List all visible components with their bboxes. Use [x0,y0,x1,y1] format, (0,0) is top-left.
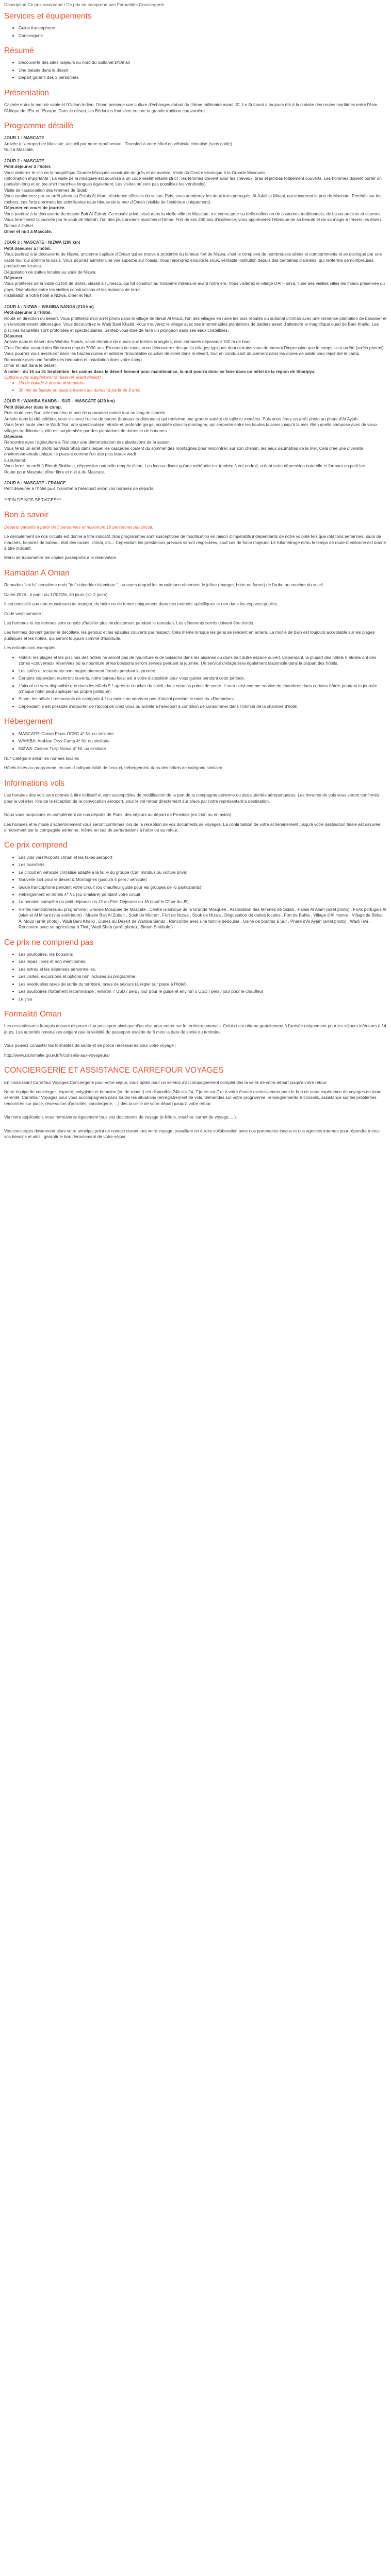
day-text: Déjeuner. [4,275,24,281]
day-heading: JOUR 4 : NIZWA – WAHIBA SANDS (210 km) [4,303,94,309]
conciergerie-text: Vos concierges deviennent alors votre principal point de contact durant tout votre voyage, travaillant en étroite collaboration avec nos partenaires locaux et nos agences internes pour répondre à tous vos besoins et ainsi, garantir le bon déroulement de votre séjour. [4,1128,380,1140]
services-list [4,25,387,39]
prix-ne-comprend-item: • Les repas libres et non mentionnés, [19,959,387,964]
day-text: Rencontre avec l'agriculture à Tiwi pour une démonstration des plantations de la saison. [4,439,171,445]
hebergement-paragraphs [4,756,387,771]
prix-comprend-item: • Visites mentionnées au programme : Grande Mosquée de Mascate , Centre islamique de la Grande Mosquée , Association des femmes de Sidab , Palais Al Alam (arrêt photo) , Forts portugais Al Jalali et Al Mirani (vue extérieure) , Musée Bait Al Zubair , Souk de Mutrah , Fort de Nizwa , Souk de Nizwa , Dégustation de dattes locales , Fort de Bahla , Village d'Al Hamra , Village de Birkat Al Mouz (arrêt photo) , Wadi Bani Khalid , Dunes du Désert de Wahiba Sands , Rencontre avec une famille bédouine , Usine de boutres à Sur , Phare d'Al Ayjah (arrêt photo) , Wadi Tiwi , Rencontre avec un agriculteur à Tiwi , Wadi Shab (arrêt photo) , Bimah Sinkhole ) [19,907,387,930]
ramadan-text: Les femmes doivent garder le décolleté, les genoux et les épaules couverts par respect. Cela même lorsque les gens se rendent en arrière. La moitié de bain est toujours acceptable sur les plages publiques et les hôtels, qui seront toujours comme d'habitude. [4,630,375,641]
presentation-title: Présentation [4,88,50,97]
hebergement-item: • NIZWA: Golden Tulip Nizwa 4* NL ou similaire [19,746,387,752]
ramadan-text: Dates 2026 : à partir du 17/02/26, 30 jours (+/- 2 jours). [4,591,109,597]
day-text: (Information importante : La visite de la mosquée est soumise à un code vestimentaire strict : les femmes doivent avoir les cheveux, bras et jambes totalement couverts. Les hommes doivent porter un pantalon long et un tee-shirt manches longues également. Les visites ne sont pas possibles les vendredis). [4,176,382,187]
day-option-item: • 30 min de balade en quad à travers les dunes (à partir de 8 ans) [19,387,387,393]
spacer [4,808,387,812]
day-text: A noter : du 16 au 31 Septembre, les camps dans le désert ferment pour maintenance, la nuit pourra donc se faire dans un hôtel de la région de Sharqiya. [4,368,316,374]
day-text: Vous ferez un arrêt à Bimah Sinkhole, dépression naturelle remplie d'eau. Les locaux disent qu'une météorite est tombée à cet endroit, créant cette dépression naturelle et formant un petit lac. [4,463,366,469]
programme-day [4,480,387,492]
prix-comprend-item: • Le circuit en véhicule climatisé adapté à la taille du groupe (Car, minibus ou voiture privé) [19,870,387,875]
prix-ne-comprend-item: • Les pourboires, les boissons [19,952,387,957]
day-text: Arrivée à l'aéroport de Mascate, accueil par notre représentant. Transfert à votre hôtel en véhicule climatisé (sans guide). [4,141,234,146]
prix-comprend-item: • La pension complète du petit déjeuner du J2 au Petit Déjeuner du J6 (sauf le Dîner du J5) [19,899,387,905]
hebergement-text: NL* Catégorie selon les normes locales [4,755,79,761]
day-text: Petit déjeuner dans le camp. [4,404,62,410]
day-text: Déjeuner en cours de journée. [4,205,66,211]
prix-comprend-item: • Les transferts [19,862,387,868]
horaires-paragraphs [4,792,387,833]
programme-day [4,158,387,235]
ramadan-text: Code vestimentaire : [4,611,44,616]
day-text: Vous continuerez par un arrêt photo au Palais Al Alam, résidence officielle du sultan. Puis, vous admirerez les deux forts portugais, Al Jalali et Mirani, qui encadrent le port de Mascate. Perchés sur les rochers, ces forts dominent les scintillantes eaux bleues de la mer d'Oman (visible de l'extérieur uniquement). [4,193,382,205]
bon-savoir-text: Le déroulement de nos circuits est donné à titre indicatif. Nos programmes sont susceptibles de modification en raison d'impératifs indépendants de notre volonté tels que rotations aériennes, jours de marchés, horaires de bateau, état des routes, climat, etc... Cependant les prestations prévues seront respectées, sauf cas de force majeure. Le Kilométrage et/ou le temps de route mentionné est donné à titre indicatif. [4,534,386,551]
day-text: Petit déjeuner à l'hôtel puis Transfert à l'aéroport selon vos horaires de départs. [4,486,155,492]
hebergement-title: Hébergement [4,717,53,726]
conciergerie-text: Via notre application, vous retrouverez également tous vos documents de voyage (e-billets, voucher, carnet de voyage, ...). [4,1114,237,1120]
day-text: Vous visiterez le site de la magnifique Grande Mosquée construite de grès et de marbre. Visite du Centre islamique à la Grande Mosquée. [4,170,266,175]
day-option-item: • Un de balade à dos de dromadaire [19,380,387,386]
prix-ne-comprend-item: • Les visites, excursions et options non incluses au programme [19,974,387,979]
horaires-text: Les horaires et le mode d'acheminement vous seront confirmés lors de la réception de vos documents de voyages. La confirmation de votre acheminement jusqu'à votre destination finale est assurée directement par la compagnie aérienne, même en cas de perturbations à l'aller ou au retour. [4,821,381,833]
bon-savoir-highlight: Départs garantis à partir de 3 personnes et maximum 16 personnes par circuit. [4,524,154,530]
day-text: Nuit à Mascate. [4,147,34,152]
presentation-text: Cachée entre la mer de sable et l'Océan Indien, Oman possède une culture d'échanges datant du IIIème millénaire avant JC. Le Sultanat a toujours été à la croisée des routes maritimes entre l'Asie, l'Afrique de l'Est et l'Europe. Dans le désert, les Bédouins font vivre encore la grande tradition caravanière. [4,102,379,113]
day-text: Arrivée dans le désert des Wahiba Sands, vaste étendue de dunes aux teintes orangées, dont certaines dépassent 100 m de haut. [4,339,252,345]
ramadan-item: • Certains cependant resteront ouverts, notre bureau local est à votre disposition pour vous guider pendant cette période. [19,675,387,681]
day-text: Visite de l'association des femmes de Sidab. [4,187,89,193]
prix-ne-comprend-title: Ce prix ne comprend pas [4,938,94,947]
day-text: Déjeuner. [4,433,24,439]
prix-comprend-item: • Nouvelle 4x4 pour le désert & Montagnes (jusqu'à 4 pers / véhicule) [19,877,387,883]
ramadan-text: Il est conseillé aux non-musulmans de manger, de boire ou de fumer uniquement dans des endroits spécifiques et non dans les espaces publics. [4,601,279,607]
day-text: Puis route vers Sur, ville maritime et port de commerce animé tout au long de l'année. [4,410,167,416]
horaires-text: Les horaires des vols sont donnés à titre indicatif et sont susceptibles de modification de la part de la compagnie aérienne ou des autorités aéroportuaires. Les horaires de vols vous seront confirmés ; pour le vol aller, lors de la réception de la convocation aéroport, pour le vol retour directement sur place par notre représentant à destination. [4,792,382,804]
formalite-title: Formalité Oman [4,1010,62,1019]
resume-item: • Départ garanti dès 3 personnes [19,75,387,80]
service-item: • Conciergerie [19,33,387,39]
spacer [4,1110,387,1114]
day-text: Vous profiterez de la visite du fort de Bahla, classé à l'Unesco, qui fut construit au troisième millénaire avant notre ère. Vous visiterez le village d'Al Hamra, l'une des vieilles villes les mieux préservée du pays. Déambulez entre les vieilles constructions et les maisons de terre. [4,281,385,292]
resume-list [4,60,387,80]
formalite-paragraphs [4,1023,387,1058]
day-text: Vous partirez à la découverte du musée Bait Al Zubair. Ce musée privé, situé dans la vieille ville de Mascate, est connu pour sa belle collection de costumes traditionnels, de bijoux anciens et d'armes. Vous terminerez la journée par le souk de Mutrah, l'un des plus anciens marchés d'Oman. Fort de ses 200 ans d'existence, vous apprécierez l'étendue de sa beauté et de sa magie à travers les étales. Retour à l'hôtel. [4,211,383,228]
conciergerie-title: CONCIERGERIE ET ASSISTANCE CARREFOUR VOYAGES [4,1066,224,1075]
prix-comprend-item: • Les vols verstAirports Oman et les taxes aéroport [19,855,387,860]
ramadan-item: • Les cafés et restaurants sont majoritairement fermés pendant la journée. [19,668,387,674]
prix-comprend-item: • Hébergement en hôtels 4* NL (ou similaire) pendant votre circuit [19,892,387,897]
prix-ne-comprend-item: • Les pourboires (fortement recommandé : environ 7 USD / pers / jour pour le guide et environ 5 USD / pers / jour pour le chauffeur [19,989,387,994]
programme-end-note: ***FIN DE NOS SERVICES*** [4,497,61,502]
ramadan-paragraphs [4,582,387,651]
services-title: Services et équipements [4,11,92,21]
hebergement-item: • MASCATE: Crown Plaza OCEC 4* NL ou similaire [19,731,387,737]
day-text: Route pour Mascate, dîner libre et nuit à de Mascate. [4,469,105,474]
day-heading: JOUR 3 : MASCATE - NIZWA (290 km) [4,240,80,245]
ramadan-list [4,655,387,710]
day-heading: JOUR 5 : WAHIBA SANDS – SUR – MASCATE (420 km) [4,398,115,404]
programme-day [4,398,387,475]
programme-days [4,135,387,492]
formalite-text: http://www.diplomatie.gouv.fr/fr/conseils-aux-voyageurs/ [4,1052,110,1058]
day-text: Petit-déjeuner à l'hôtel. [4,164,51,170]
ramadan-item: • Sinon, les hôtels / restaurants de catégorie 4 * ou moins ne serviront pas d'alcool pendant le mois du «Ramadan». [19,696,387,702]
hebergement-item: • WAHIBA: Arabian Oryx Camp 4* NL ou similaire [19,738,387,744]
spacer [4,1124,387,1128]
ramadan-text: Les enfants sont exemptés. [4,645,57,651]
horaires-text: Nous vous proposons en complément de nos départs de Paris, des séjours au départ de Province (en train ou en avion). [4,812,233,818]
day-text: Options avec supplément (à réserver avant départ) : [4,375,103,380]
service-item: • Guide francophone [19,25,387,31]
hebergement-text: Hôtels listés au programme, en cas d'indisponibilité de ceux-ci, hébergement dans des hôtels de catégorie similaire. [4,765,224,771]
day-text: Dégustation de dattes locales au souk de Nizwa. [4,269,96,275]
prix-ne-comprend-list [4,952,387,1002]
day-options-list [4,380,387,393]
prix-ne-comprend-item: • Les extras et les dépenses personnelles, [19,967,387,972]
resume-item: • Découverte des sites majeurs du nord du Sultanat D'Oman [19,60,387,65]
day-text: Vous ferez un arrêt photo au Wadi Shab dans lequel les cascades coulent du sommet des montagnes pour rencontrer, sur son chemin, les eaux saumâtres de la mer. Cela crée une diversité environnementale unique, le placant comme l'un des plus beaux wadi [4,445,363,457]
day-text: C'est l'habitat naturel des Bédouins depuis 7000 ans. En cours de route, vous découvrirez des petits villages typiques dont certains vous donneront l'impression que le temps s'est arrêté (arrêts photos). Vous pourrez vous aventurer dans les hautes dunes et admirer l'inoubliable coucher de soleil dans le désert, tout en conduisant doucement dans les dunes de sable pour rejoindre le camp. [4,345,385,357]
programme-title: Programme détaillé [4,122,74,131]
ramadan-item: • L'alcool ne sera disponible que dans les hôtels 5 * après le coucher du soleil, dans certains points de vente. Il sera servi comme service de chambres dans certains hôtels pendant la journée (chaque hôtel peut appliquer sa propre politique). [19,683,387,695]
programme-day [4,304,387,394]
prix-ne-comprend-item: • Les éventuelles taxes de sortie du territoire, taxes de séjours (à régler sur place à l'hôtel) [19,981,387,987]
prix-ne-comprend-item: • Le visa [19,996,387,1002]
day-text: Petit déjeuner à l'hôtel. [4,245,51,251]
day-text: Installation à votre hôtel à Nizwa, dîner et Nuit. [4,293,93,298]
spacer [4,1039,387,1043]
bon-savoir-paragraphs [4,534,387,561]
day-text: Dîner et nuit à Mascate. [4,228,52,234]
bon-savoir-title: Bon à savoir [4,511,49,520]
ramadan-text: Les hommes et les femmes sont censés s'habiller plus modestement pendant le ramadan. Les vêtements serrés doivent être évités. [4,620,254,626]
resume-title: Résumé [4,46,34,56]
ramadan-text: Ramadan "est le" neuvième mois "du" calendrier islamique ", au cours duquel les musulmans observent le jeûne (manger, boire ou fumer) de l'aube au coucher du soleil. [4,582,324,588]
formalite-text: Vous pouvez consulter les formalités de santé et de police nécessaires pour votre voyage : [4,1043,176,1048]
day-text: Petit-déjeuner à l'Hôtel. [4,310,52,315]
resume-item: • Une balade dans le desert [19,67,387,73]
prix-comprend-title: Ce prix comprend [4,841,68,850]
day-text: Vous partirez à la découverte de Nizwa, ancienne capitale d'Oman qui se trouve à proximité du fameux fort de Nizwa, c'est le complexe de nombreuses allées et compartiments et se distingue par une vaste tour qui domine la oasis. Vous pourrez admirer une vue superbe sur l'oasis. Vous rejoindrez ensuite le souk, véritable institution depuis des centaines d'années, qui renferme de nombreuses productions locales. [4,251,382,269]
section-nav-text: Description Ce prix comprend / Ce prix ne comprend pas Formalités Conciergerie [4,2,164,7]
day-heading: JOUR 2 : MASCATE [4,158,44,163]
programme-day [4,135,387,152]
ramadan-item: • Hôtels: les plages et les piscines des hôtels ne seront pas de nourriture ni de boissons dans les piscines ou dans tout autre espace ouvert. Cependant, la plupart des hôtels 5 étoiles ont des zones «couvertes» réservées où la nourriture et les boissons seront servies pendant la journée. Un service d'étage sera également disponible dans la plupart des hôtels. [19,655,387,667]
ramadan-title: Ramadan A Oman [4,568,70,578]
day-text: Déjeuner. [4,333,24,338]
ramadan-item: • Cependant, il est possible d'apporter de l'alcool de chez vous ou acheté à l'aéroport à condition de consommer dans l'intimité de la chambre d'hôtel. [19,704,387,709]
programme-day [4,240,387,298]
day-heading: JOUR 1 : MASCATE [4,135,44,141]
day-text: Arrivée dans la cité célèbre, vous visiterez l'usine de boutre (bateaux traditionnels) qui renferme une grande variété de taille et modèles. Puis vous ferez un arrêt photo au phare d'Al Ayjah. [4,416,359,421]
page [0,0,391,1150]
conciergerie-paragraphs [4,1080,387,1140]
bon-savoir-text: Merci de transmettre les copies passeports à la réservation. [4,555,118,561]
conciergerie-text: En choisissant Carrefour Voyages Conciergerie pour votre séjour, vous optez pour un service d'accompagnement complet dès la veille de votre départ jusqu'à votre retour. [4,1079,328,1085]
conciergerie-text: Notre équipe de concierges, experte, polyglotte et humaine (ou de robot !) est disponible 24h sur 24, 7 jours sur 7 et à votre écoute exclusivement pour le bon de votre expérience de voyages en toute sérénité. Carrefour Voyages pour vous accompagnera dans toutes les situations (enregistrement de vols, demandes sur votre programme, renseignements & conseils, assistance sur les problèmes rencontrés sur place, réservation d'activités, conciergerie, ...) dès la veille de votre départ jusqu'à votre retour. [4,1089,382,1106]
prix-comprend-item: • Guide francophone pendant votre circuit (ou chauffeur guide pour les groupes de -5 participants) [19,885,387,890]
horaires-title: Informations vols [4,778,65,788]
day-text: Dîner et nuit dans le désert. [4,363,57,368]
formalite-text: Les ressortissants français doivent disposer d'un passeport ainsi que d'un visa pour entrer sur le territoire omanais. Celui-ci est obtenu gratuitement à l'arrivée uniquement pour les séjours inférieurs à 14 jours. Les autorités omanaises exigent que la validité du passeport excède de 6 mois la date de sortie du territoire. [4,1023,386,1035]
prix-comprend-list [4,855,387,930]
day-text: Rencontre avec une famille des bédouins et installation dans votre camp. [4,357,143,362]
day-text: Vous ferez route vers le Wadi Tiwi, une spectaculaire, étroite et profonde gorge, sculptée dans la montagne, qui serpente entre les hautes falaises jusqu'à la mer. Bien quelle compose avec de vieux villages traditionnels, elle est surplombée par des plantations de dattes et de bananes. [4,422,378,433]
day-heading: JOUR 6 : MASCATE - FRANCE [4,480,66,486]
day-text: Route en direction du désert. Vous profiterez d'un arrêt photo dans le village de Birkat Al Mouz, l'un des villages en ruine les plus réputés du sultanat d'Oman avec une immense plantation de bananier et un environnement pittoresque. Vous découvrirez le Wadi Bani Khalid. Vous trouverez le village avec ses interminables plantations de dattiers avant d'atteindre le magnifique oued de Bani Khalid. Les piscines naturelles sont profondes et spectaculaires. Sentez-vous libre de faire un plongeon dans ses eaux cristallines. [4,315,387,333]
hebergement-list [4,731,387,752]
day-text: du sultanat. [4,457,26,463]
